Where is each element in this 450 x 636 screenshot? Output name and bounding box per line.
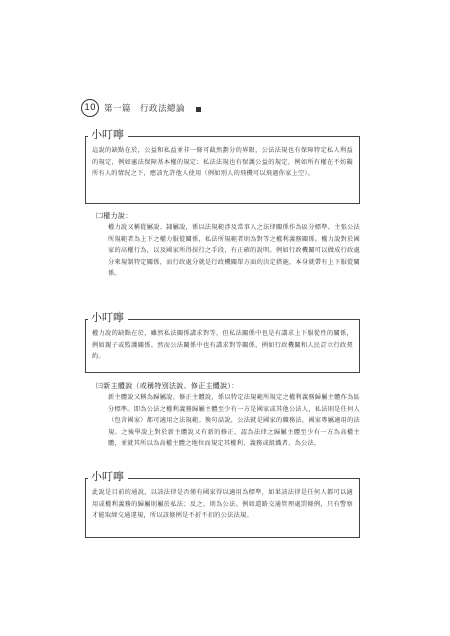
reminder-title-3: 小叮嚀 [88, 471, 127, 483]
reminder-text-1: 這說的缺點在於，公益和私益並非一條可截然劃分的界限，公法法規也有保障特定私人利益的規定，例如憲法保障基本權的規定；私法法規也有保護公益的規定，例如所有權在不妨礙所有人的情況之下，應該允許他人使用（例如別人的飛機可以飛過你家上空）。 [92, 147, 353, 178]
header-square-icon [196, 107, 201, 112]
page-number: 10 [81, 99, 99, 117]
reminder-box-1-topline-right [128, 136, 360, 137]
reminder-box-2 [85, 319, 360, 373]
reminder-box-3 [85, 478, 360, 538]
reminder-title-2: 小叮嚀 [88, 312, 127, 324]
chapter-header: 第一篇 行政法總論 [104, 104, 186, 114]
reminder-text-2: 權力說的缺點在於，雖然私法關係講求對等，但私法關係中也是有講求上下服從性的關係，例如親子或監護關係。然而公法關係中也有講求對等關係，例如行政機關和人民訂立行政契約。 [92, 330, 353, 361]
section-title-new-subject-theory: ㈢新主體說（或稱特別法說、修正主體說）： [96, 382, 239, 390]
section-title-power-theory: ㈡權力說： [96, 212, 133, 220]
reminder-box-1 [85, 136, 360, 204]
section-new-subject-theory [96, 380, 360, 450]
section-body-new-subject-theory: 新主體說又稱為歸屬說、修正主體說，係以特定法規範所規定之權利義務歸屬主體作為區分標準。即為公法之權利義務歸屬主體至少有一方是國家或其他公法人，私法則是任何人（包含國家）都可適用之法規範。換句話說，公法就是國家的職務法，國家專屬適用的法規。之後學說上對於新主體說又有新的修正，認為法律之歸屬主體至少有一方為高權主體，並就其所以為高權主體之地位而規定其權利、義務或組織者，為公法。 [108, 394, 360, 448]
reminder-text-3: 此說是目前的通說，以該法律是否僅有國家得以適用為標準，如果該法律是任何人都可以適用或權利義務的歸屬則屬於私法；反之，則為公法。例如道路交通管理處罰條例，只有警察才能取締交通違規，所以該條例是不折不扣的公法法規。 [92, 489, 353, 520]
section-body-power-theory: 權力說又稱從屬說、隸屬說，係以法規範涉及當事人之法律關係作為區分標準。主張公法所規範者為上下之權力服從關係，私法所規範者則為對等之權利義務關係。權力說對於國家的高權行為，以及國家所得採行之手段，有正確的說明。例如行政機關可以做成行政處分來規制特定關係，而行政處分就是行政機關單方面的決定措施，本身就帶有上下服從關係。 [108, 224, 360, 278]
reminder-title-1: 小叮嚀 [88, 129, 127, 141]
reminder-box-3-topline-right [128, 478, 360, 479]
reminder-box-2-topline-right [128, 319, 360, 320]
section-power-theory [96, 210, 360, 280]
